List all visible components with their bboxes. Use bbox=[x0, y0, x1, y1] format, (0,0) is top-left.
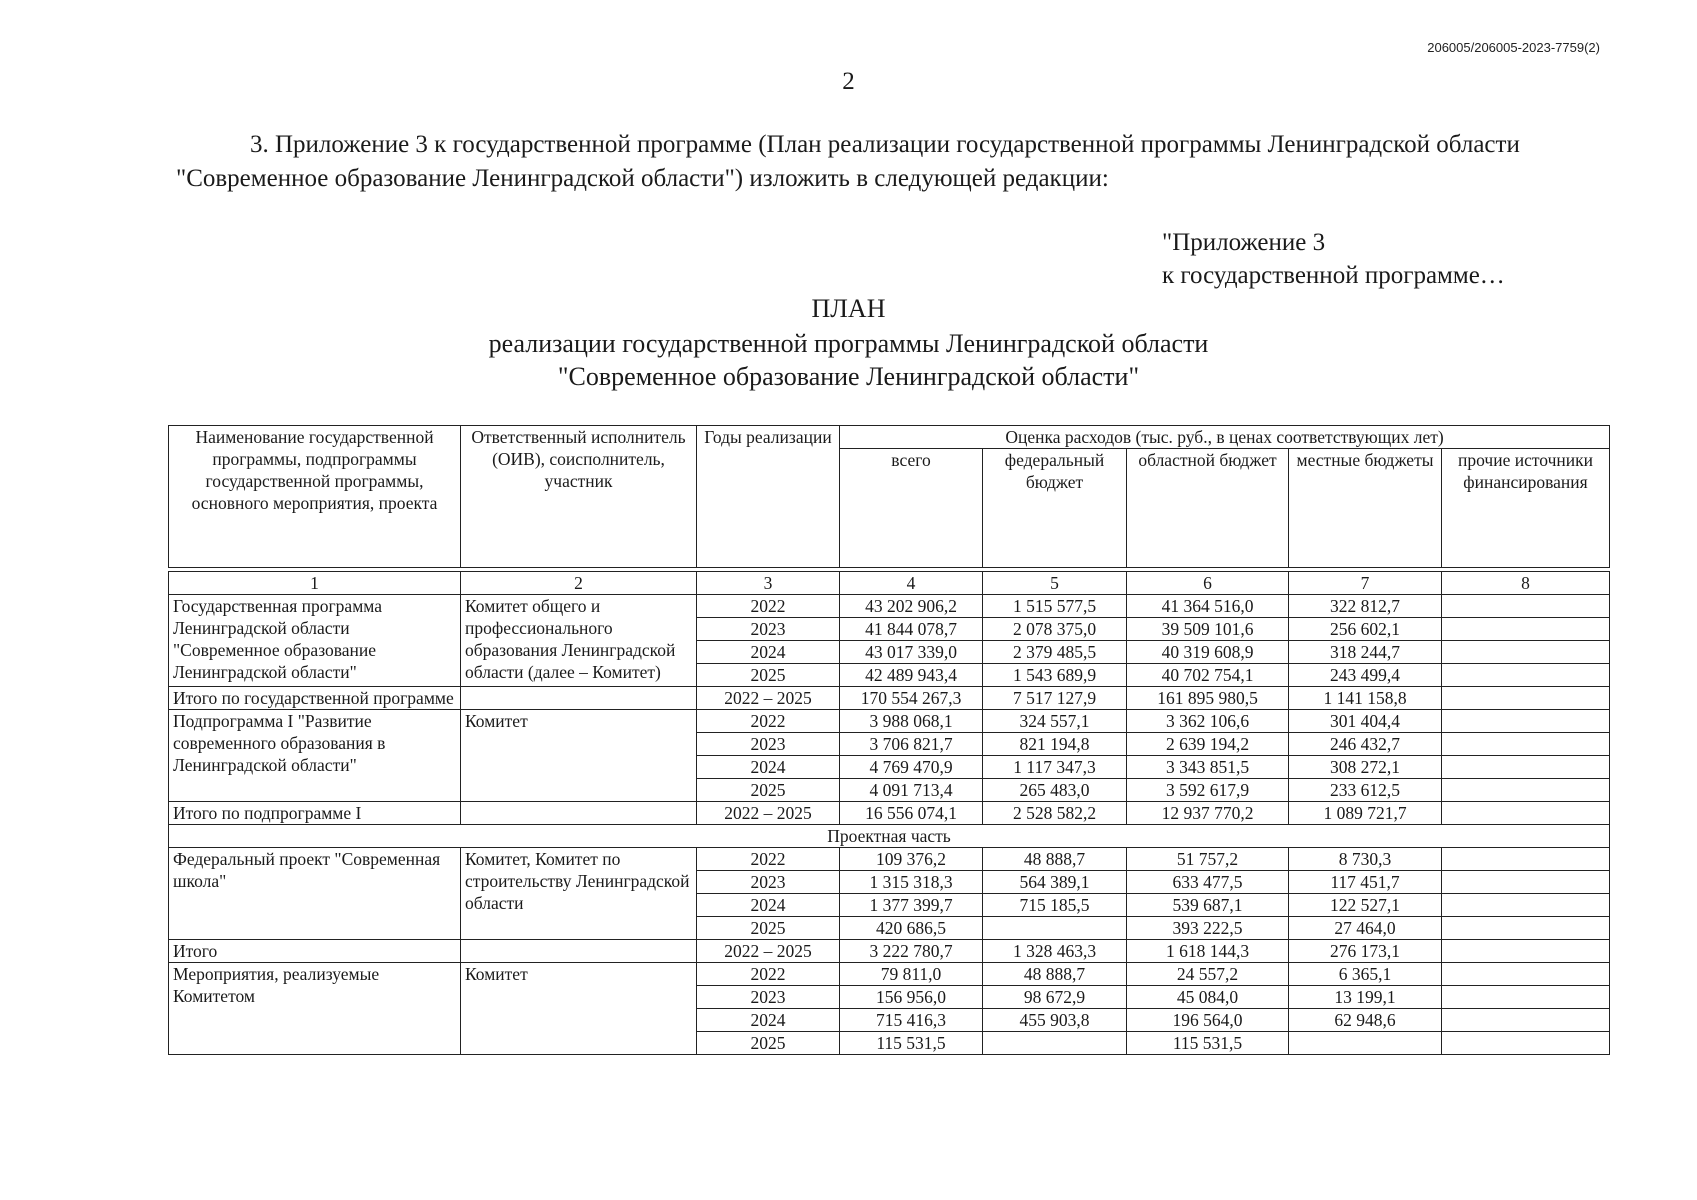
row-year: 2024 bbox=[697, 894, 840, 917]
row-executor: Комитет общего и профессионального образования Ленинградской области (далее – Комитет) bbox=[461, 595, 697, 687]
summary-row bbox=[169, 802, 1610, 825]
row-federal: 2 379 485,5 bbox=[983, 641, 1127, 664]
row-local: 233 612,5 bbox=[1289, 779, 1442, 802]
row-federal: 98 672,9 bbox=[983, 986, 1127, 1009]
summary-total: 3 222 780,7 bbox=[840, 940, 983, 963]
row-local: 117 451,7 bbox=[1289, 871, 1442, 894]
row-total: 420 686,5 bbox=[840, 917, 983, 940]
row-federal: 1 117 347,3 bbox=[983, 756, 1127, 779]
document-id: 206005/206005-2023-7759(2) bbox=[1427, 40, 1600, 55]
col-number: 7 bbox=[1289, 572, 1442, 595]
row-name: Подпрограмма I "Развитие современного образования в Ленинградской области" bbox=[169, 710, 461, 802]
intro-text: 3. Приложение 3 к государственной программе (План реализации государственной программы Ленинградской области "Современное образование Ленинградской области") изложить в следующей редакции: bbox=[176, 131, 1520, 192]
row-regional: 3 592 617,9 bbox=[1127, 779, 1289, 802]
row-other bbox=[1442, 641, 1610, 664]
header-estimate: Оценка расходов (тыс. руб., в ценах соответствующих лет) bbox=[840, 426, 1610, 449]
header-executor: Ответственный исполнитель (ОИВ), соисполнитель, участник bbox=[461, 426, 697, 568]
row-local: 122 527,1 bbox=[1289, 894, 1442, 917]
row-regional: 115 531,5 bbox=[1127, 1032, 1289, 1055]
row-year: 2025 bbox=[697, 1032, 840, 1055]
row-federal: 265 483,0 bbox=[983, 779, 1127, 802]
summary-name: Итого по государственной программе bbox=[169, 687, 461, 710]
intro-paragraph bbox=[176, 128, 1616, 196]
summary-regional: 161 895 980,5 bbox=[1127, 687, 1289, 710]
summary-regional: 1 618 144,3 bbox=[1127, 940, 1289, 963]
summary-local: 276 173,1 bbox=[1289, 940, 1442, 963]
row-federal: 324 557,1 bbox=[983, 710, 1127, 733]
row-local bbox=[1289, 1032, 1442, 1055]
row-federal: 455 903,8 bbox=[983, 1009, 1127, 1032]
row-local: 13 199,1 bbox=[1289, 986, 1442, 1009]
row-other bbox=[1442, 963, 1610, 986]
summary-executor bbox=[461, 802, 697, 825]
row-federal: 821 194,8 bbox=[983, 733, 1127, 756]
row-other bbox=[1442, 917, 1610, 940]
row-executor: Комитет bbox=[461, 963, 697, 1055]
summary-year: 2022 – 2025 bbox=[697, 802, 840, 825]
summary-federal: 1 328 463,3 bbox=[983, 940, 1127, 963]
row-total: 1 315 318,3 bbox=[840, 871, 983, 894]
header-other: прочие источники финансирования bbox=[1442, 449, 1610, 568]
row-local: 322 812,7 bbox=[1289, 595, 1442, 618]
col-number: 3 bbox=[697, 572, 840, 595]
row-year: 2023 bbox=[697, 986, 840, 1009]
row-year: 2023 bbox=[697, 618, 840, 641]
page-number: 2 bbox=[842, 68, 855, 95]
summary-other bbox=[1442, 940, 1610, 963]
row-federal: 1 515 577,5 bbox=[983, 595, 1127, 618]
header-name: Наименование государственной программы, подпрограммы государственной программы, основного мероприятия, проекта bbox=[169, 426, 461, 568]
row-total: 115 531,5 bbox=[840, 1032, 983, 1055]
table-row bbox=[169, 595, 1610, 618]
appendix-reference bbox=[1162, 226, 1505, 292]
header-regional: областной бюджет bbox=[1127, 449, 1289, 568]
row-local: 301 404,4 bbox=[1289, 710, 1442, 733]
plan-table bbox=[168, 425, 1610, 1055]
row-total: 41 844 078,7 bbox=[840, 618, 983, 641]
row-year: 2025 bbox=[697, 664, 840, 687]
appendix-line-1: "Приложение 3 bbox=[1162, 229, 1326, 256]
row-total: 43 202 906,2 bbox=[840, 595, 983, 618]
row-regional: 40 702 754,1 bbox=[1127, 664, 1289, 687]
row-name: Государственная программа Ленинградской области "Современное образование Ленинградской области" bbox=[169, 595, 461, 687]
summary-total: 16 556 074,1 bbox=[840, 802, 983, 825]
row-regional: 24 557,2 bbox=[1127, 963, 1289, 986]
row-executor: Комитет bbox=[461, 710, 697, 802]
summary-federal: 7 517 127,9 bbox=[983, 687, 1127, 710]
summary-local: 1 141 158,8 bbox=[1289, 687, 1442, 710]
col-number: 5 bbox=[983, 572, 1127, 595]
col-number: 2 bbox=[461, 572, 697, 595]
row-other bbox=[1442, 733, 1610, 756]
row-regional: 633 477,5 bbox=[1127, 871, 1289, 894]
row-other bbox=[1442, 664, 1610, 687]
row-federal: 564 389,1 bbox=[983, 871, 1127, 894]
row-total: 1 377 399,7 bbox=[840, 894, 983, 917]
row-local: 27 464,0 bbox=[1289, 917, 1442, 940]
row-year: 2024 bbox=[697, 756, 840, 779]
row-other bbox=[1442, 618, 1610, 641]
row-other bbox=[1442, 756, 1610, 779]
row-regional: 41 364 516,0 bbox=[1127, 595, 1289, 618]
row-year: 2023 bbox=[697, 733, 840, 756]
header-years: Годы реализации bbox=[697, 426, 840, 568]
row-regional: 393 222,5 bbox=[1127, 917, 1289, 940]
row-regional: 539 687,1 bbox=[1127, 894, 1289, 917]
row-federal bbox=[983, 1032, 1127, 1055]
summary-row bbox=[169, 687, 1610, 710]
table-row bbox=[169, 848, 1610, 871]
row-year: 2022 bbox=[697, 963, 840, 986]
row-name: Мероприятия, реализуемые Комитетом bbox=[169, 963, 461, 1055]
row-regional: 3 362 106,6 bbox=[1127, 710, 1289, 733]
row-year: 2025 bbox=[697, 779, 840, 802]
row-total: 715 416,3 bbox=[840, 1009, 983, 1032]
row-executor: Комитет, Комитет по строительству Ленинградской области bbox=[461, 848, 697, 940]
col-number: 1 bbox=[169, 572, 461, 595]
plan-subtitle-2: "Современное образование Ленинградской области" bbox=[557, 362, 1140, 391]
row-regional: 196 564,0 bbox=[1127, 1009, 1289, 1032]
row-local: 62 948,6 bbox=[1289, 1009, 1442, 1032]
row-total: 3 706 821,7 bbox=[840, 733, 983, 756]
row-regional: 3 343 851,5 bbox=[1127, 756, 1289, 779]
row-other bbox=[1442, 1009, 1610, 1032]
summary-other bbox=[1442, 687, 1610, 710]
section-row bbox=[169, 825, 1610, 848]
row-regional: 40 319 608,9 bbox=[1127, 641, 1289, 664]
row-federal: 715 185,5 bbox=[983, 894, 1127, 917]
header-total: всего bbox=[840, 449, 983, 568]
row-other bbox=[1442, 986, 1610, 1009]
row-total: 156 956,0 bbox=[840, 986, 983, 1009]
row-regional: 2 639 194,2 bbox=[1127, 733, 1289, 756]
row-year: 2024 bbox=[697, 1009, 840, 1032]
col-number: 4 bbox=[840, 572, 983, 595]
row-other bbox=[1442, 595, 1610, 618]
row-local: 308 272,1 bbox=[1289, 756, 1442, 779]
row-local: 318 244,7 bbox=[1289, 641, 1442, 664]
row-regional: 45 084,0 bbox=[1127, 986, 1289, 1009]
row-other bbox=[1442, 894, 1610, 917]
row-regional: 39 509 101,6 bbox=[1127, 618, 1289, 641]
row-total: 3 988 068,1 bbox=[840, 710, 983, 733]
row-other bbox=[1442, 848, 1610, 871]
row-year: 2023 bbox=[697, 871, 840, 894]
table-row bbox=[169, 710, 1610, 733]
row-local: 256 602,1 bbox=[1289, 618, 1442, 641]
row-local: 8 730,3 bbox=[1289, 848, 1442, 871]
row-local: 6 365,1 bbox=[1289, 963, 1442, 986]
row-federal: 1 543 689,9 bbox=[983, 664, 1127, 687]
col-number: 6 bbox=[1127, 572, 1289, 595]
row-year: 2022 bbox=[697, 595, 840, 618]
section-label: Проектная часть bbox=[169, 825, 1610, 848]
summary-regional: 12 937 770,2 bbox=[1127, 802, 1289, 825]
header-local: местные бюджеты bbox=[1289, 449, 1442, 568]
row-local: 246 432,7 bbox=[1289, 733, 1442, 756]
row-total: 109 376,2 bbox=[840, 848, 983, 871]
plan-title: ПЛАН bbox=[811, 294, 886, 323]
row-other bbox=[1442, 779, 1610, 802]
row-other bbox=[1442, 710, 1610, 733]
row-year: 2022 bbox=[697, 848, 840, 871]
table-row bbox=[169, 963, 1610, 986]
row-federal: 48 888,7 bbox=[983, 848, 1127, 871]
summary-other bbox=[1442, 802, 1610, 825]
row-federal bbox=[983, 917, 1127, 940]
summary-total: 170 554 267,3 bbox=[840, 687, 983, 710]
summary-executor bbox=[461, 687, 697, 710]
row-total: 42 489 943,4 bbox=[840, 664, 983, 687]
appendix-line-2: к государственной программе… bbox=[1162, 262, 1505, 289]
row-federal: 2 078 375,0 bbox=[983, 618, 1127, 641]
summary-local: 1 089 721,7 bbox=[1289, 802, 1442, 825]
row-year: 2025 bbox=[697, 917, 840, 940]
row-other bbox=[1442, 871, 1610, 894]
row-other bbox=[1442, 1032, 1610, 1055]
row-local: 243 499,4 bbox=[1289, 664, 1442, 687]
summary-year: 2022 – 2025 bbox=[697, 940, 840, 963]
plan-subtitle-1: реализации государственной программы Ленинградской области bbox=[488, 329, 1209, 358]
row-year: 2022 bbox=[697, 710, 840, 733]
row-total: 4 091 713,4 bbox=[840, 779, 983, 802]
row-name: Федеральный проект "Современная школа" bbox=[169, 848, 461, 940]
row-total: 4 769 470,9 bbox=[840, 756, 983, 779]
row-year: 2024 bbox=[697, 641, 840, 664]
header-federal: федеральный бюджет bbox=[983, 449, 1127, 568]
summary-name: Итого bbox=[169, 940, 461, 963]
summary-federal: 2 528 582,2 bbox=[983, 802, 1127, 825]
summary-year: 2022 – 2025 bbox=[697, 687, 840, 710]
summary-name: Итого по подпрограмме I bbox=[169, 802, 461, 825]
summary-row bbox=[169, 940, 1610, 963]
row-federal: 48 888,7 bbox=[983, 963, 1127, 986]
row-total: 79 811,0 bbox=[840, 963, 983, 986]
col-number: 8 bbox=[1442, 572, 1610, 595]
row-regional: 51 757,2 bbox=[1127, 848, 1289, 871]
summary-executor bbox=[461, 940, 697, 963]
row-total: 43 017 339,0 bbox=[840, 641, 983, 664]
